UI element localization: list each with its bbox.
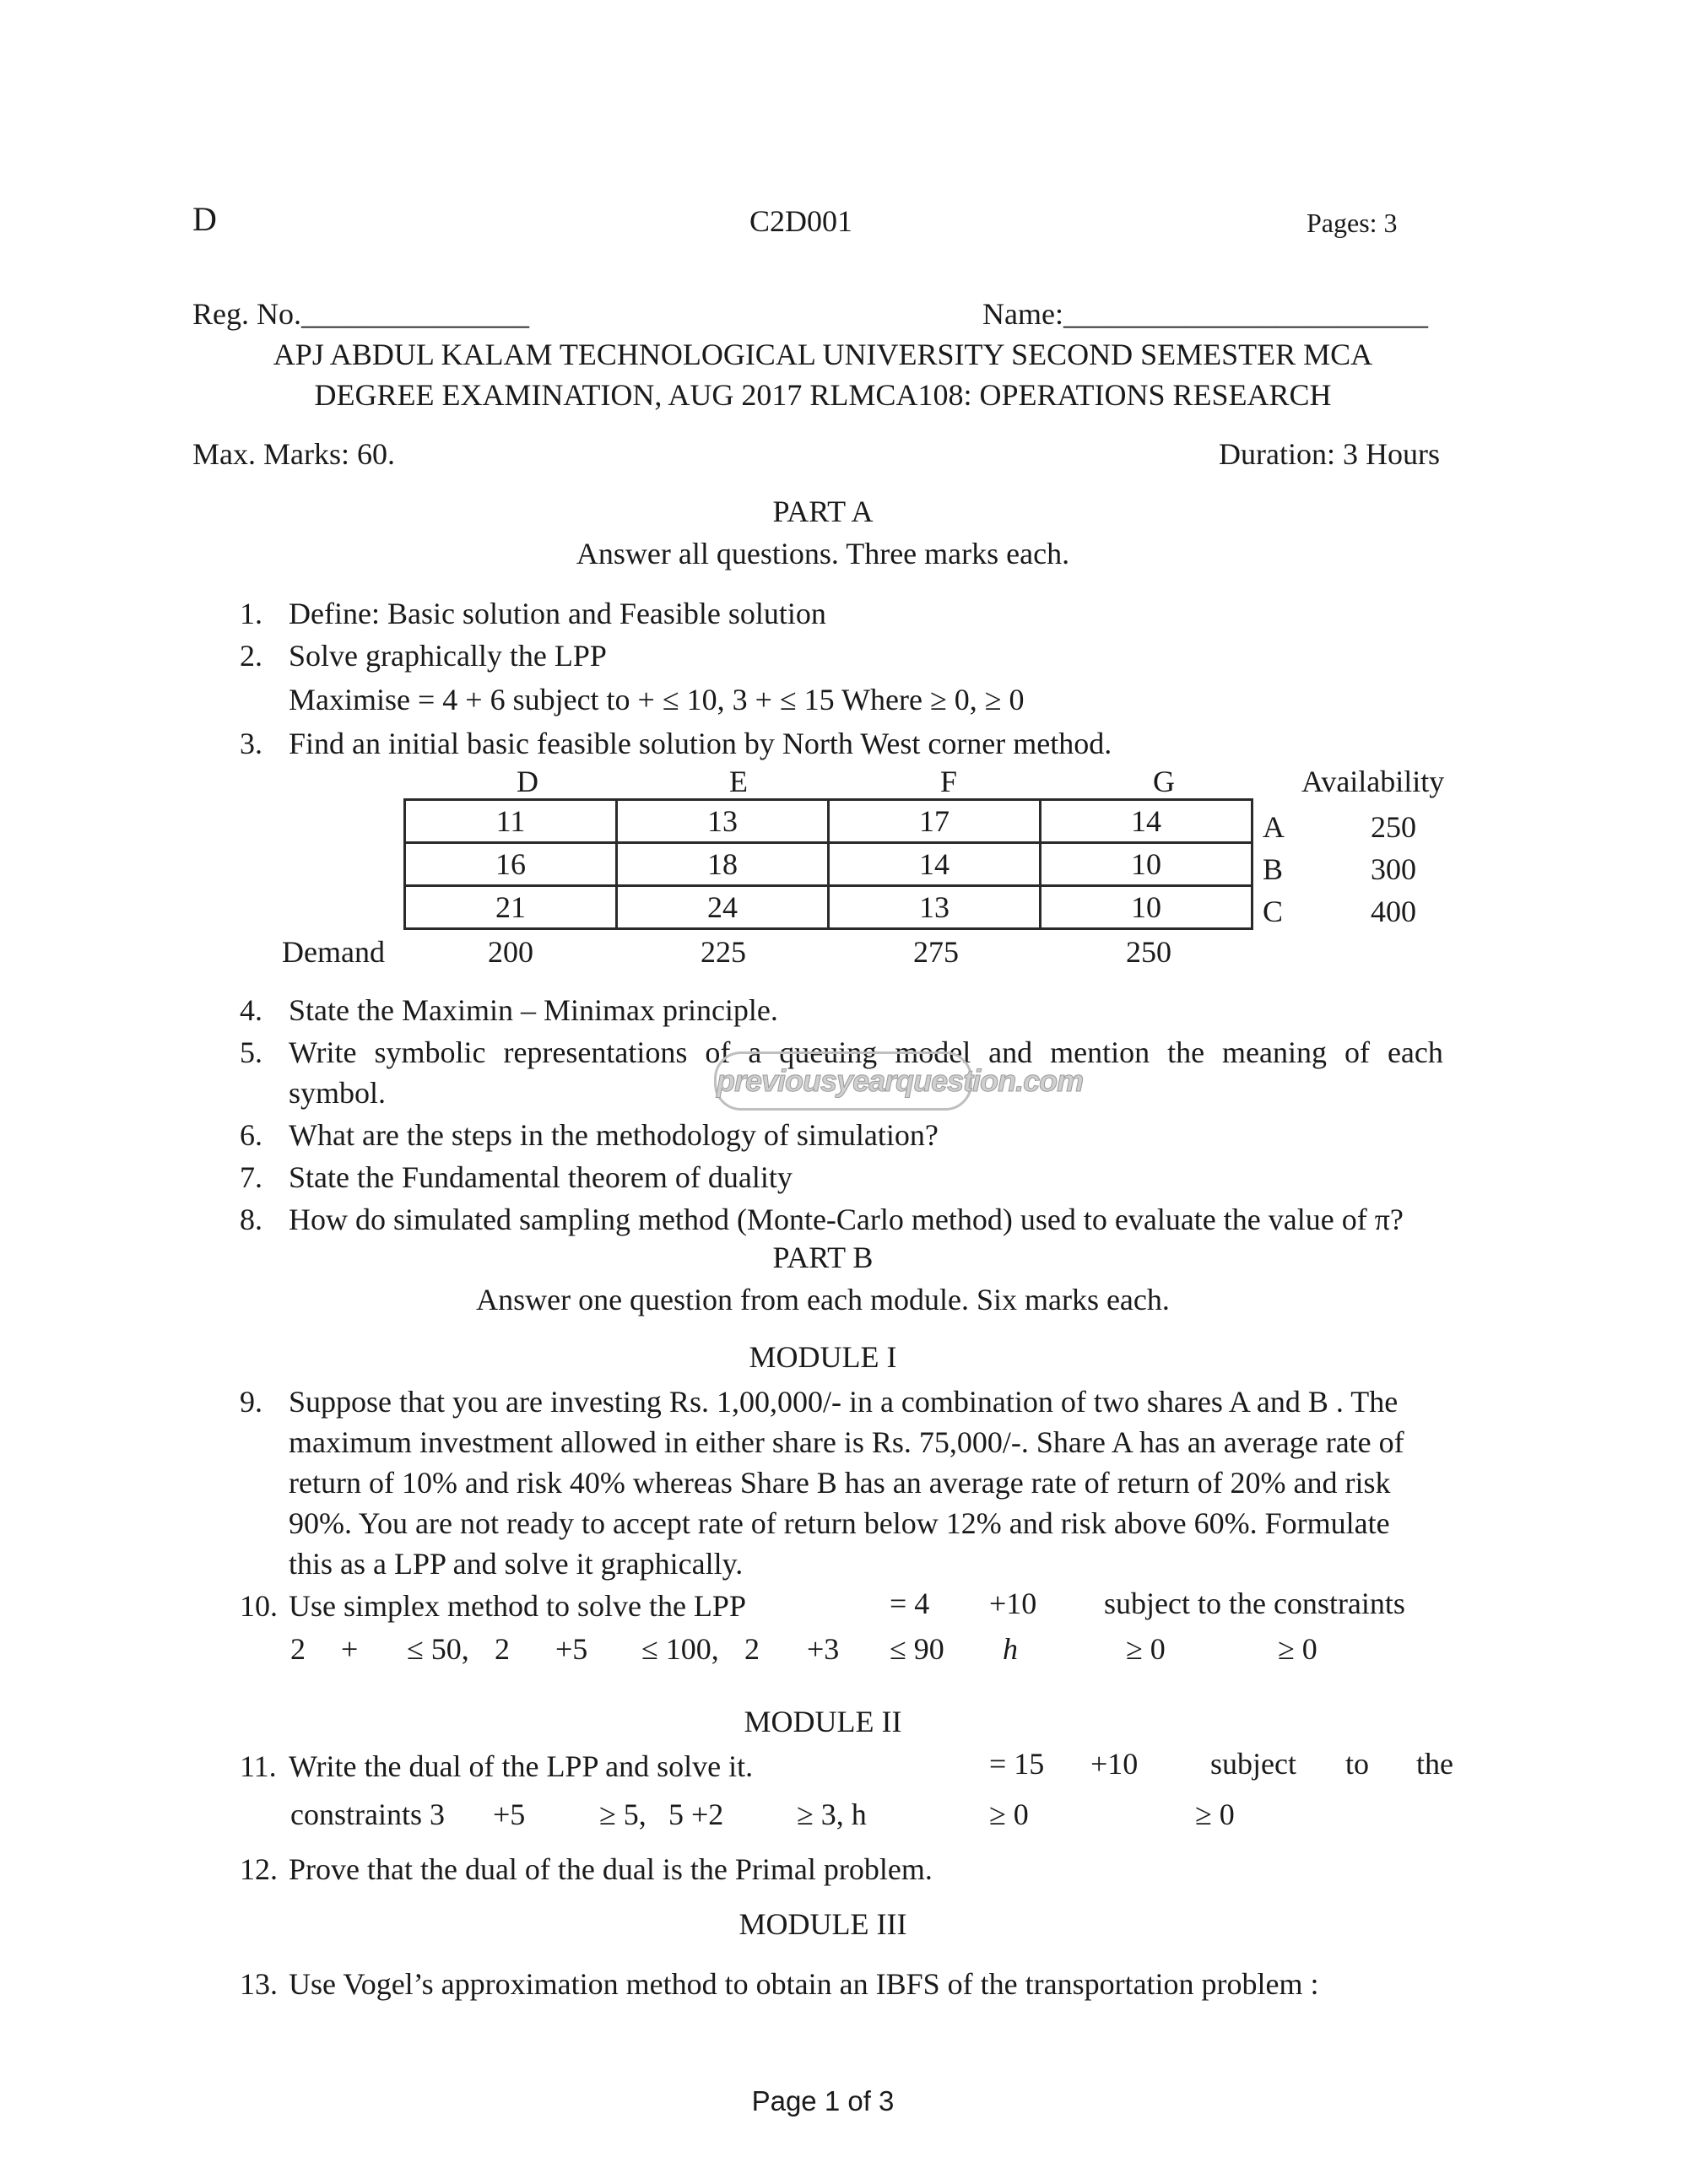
max-marks: Max. Marks: 60. bbox=[192, 437, 395, 471]
demand-g: 250 bbox=[1126, 935, 1171, 969]
paper-code: C2D001 bbox=[749, 204, 853, 238]
row-label-c: C bbox=[1263, 895, 1284, 928]
table-cell: 24 bbox=[617, 886, 829, 929]
question-number: 2. bbox=[240, 639, 262, 673]
q10-constraint: ≤ 90 bbox=[890, 1632, 944, 1666]
page-footer: Page 1 of 3 bbox=[751, 2085, 895, 2116]
table-cell: 21 bbox=[405, 886, 617, 929]
q11-tail: the bbox=[1416, 1747, 1453, 1781]
q10-constraint: ≤ 50, bbox=[407, 1632, 469, 1666]
q11-tail: to bbox=[1345, 1747, 1370, 1781]
part-b-heading: PART B bbox=[772, 1241, 874, 1274]
q11-constraint: 5 +2 bbox=[668, 1797, 724, 1831]
column-header-g: G bbox=[1153, 765, 1175, 798]
q10-constraint: +3 bbox=[807, 1632, 840, 1666]
question-9-line4: 90%. You are not ready to accept rate of return below 12% and risk above 60%. Formulate bbox=[289, 1506, 1390, 1540]
set-code: D bbox=[192, 200, 217, 238]
q10-constraint: 2 bbox=[495, 1632, 510, 1666]
table-cell: 13 bbox=[829, 886, 1041, 929]
question-number: 5. bbox=[240, 1035, 262, 1069]
q11-tail: subject bbox=[1210, 1747, 1296, 1781]
column-header-f: F bbox=[940, 765, 958, 798]
question-8: How do simulated sampling method (Monte-Carlo method) used to evaluate the value of π? bbox=[289, 1203, 1404, 1236]
column-header-e: E bbox=[729, 765, 748, 798]
availability-header: Availability bbox=[1301, 765, 1445, 798]
table-row bbox=[405, 843, 1252, 886]
q11-constraint: ≥ 3, h bbox=[797, 1797, 867, 1831]
table-row bbox=[405, 800, 1252, 843]
module-2-heading: MODULE II bbox=[744, 1705, 902, 1738]
table-cell: 14 bbox=[829, 843, 1041, 886]
question-number: 3. bbox=[240, 727, 262, 760]
question-number: 4. bbox=[240, 993, 262, 1027]
word: each bbox=[1387, 1035, 1443, 1069]
word: the bbox=[1167, 1035, 1205, 1069]
q10-objective-b: +10 bbox=[989, 1587, 1037, 1620]
q11-objective-a: = 15 bbox=[989, 1747, 1045, 1781]
question-number: 1. bbox=[240, 597, 262, 630]
word: queuing bbox=[779, 1035, 878, 1069]
question-number: 13. bbox=[240, 1967, 278, 2001]
availability-b: 300 bbox=[1371, 852, 1416, 886]
q11-constraint: ≥ 0 bbox=[989, 1797, 1029, 1831]
table-cell: 11 bbox=[405, 800, 617, 843]
question-2: Solve graphically the LPP bbox=[289, 639, 607, 673]
q10-constraint: 2 bbox=[290, 1632, 306, 1666]
q10-constraint: h bbox=[1003, 1632, 1018, 1666]
availability-c: 400 bbox=[1371, 895, 1416, 928]
module-1-heading: MODULE I bbox=[749, 1340, 897, 1374]
question-number: 10. bbox=[240, 1589, 278, 1623]
q11-constraint: constraints 3 bbox=[290, 1797, 445, 1831]
question-11: Write the dual of the LPP and solve it. bbox=[289, 1749, 754, 1783]
table-cell: 10 bbox=[1041, 886, 1252, 929]
column-header-d: D bbox=[517, 765, 538, 798]
demand-e: 225 bbox=[701, 935, 746, 969]
q10-constraint: 2 bbox=[744, 1632, 760, 1666]
question-1: Define: Basic solution and Feasible solution bbox=[289, 597, 826, 630]
duration: Duration: 3 Hours bbox=[1219, 437, 1440, 471]
q10-subject: subject to the constraints bbox=[1104, 1587, 1405, 1620]
watermark-logo: previousyearquestion.com bbox=[714, 1051, 972, 1111]
row-label-b: B bbox=[1263, 852, 1284, 886]
table-cell: 10 bbox=[1041, 843, 1252, 886]
exam-title-line1: APJ ABDUL KALAM TECHNOLOGICAL UNIVERSITY SECOND SEMESTER MCA bbox=[273, 338, 1373, 371]
question-10: Use simplex method to solve the LPP bbox=[289, 1589, 746, 1623]
question-4: State the Maximin – Minimax principle. bbox=[289, 993, 778, 1027]
availability-a: 250 bbox=[1371, 810, 1416, 844]
row-label-a: A bbox=[1263, 810, 1285, 844]
question-number: 6. bbox=[240, 1118, 262, 1152]
reg-no-field: Reg. No._______________ bbox=[192, 297, 529, 331]
demand-label: Demand bbox=[282, 935, 385, 969]
question-9-line5: this as a LPP and solve it graphically. bbox=[289, 1547, 744, 1581]
question-number: 12. bbox=[240, 1852, 278, 1886]
name-field: Name:________________________ bbox=[982, 297, 1428, 331]
question-3: Find an initial basic feasible solution by North West corner method. bbox=[289, 727, 1112, 760]
question-number: 7. bbox=[240, 1160, 262, 1194]
table-cell: 18 bbox=[617, 843, 829, 886]
demand-d: 200 bbox=[488, 935, 533, 969]
transportation-table bbox=[403, 798, 1253, 930]
page-count: Pages: 3 bbox=[1307, 208, 1398, 238]
table-cell: 17 bbox=[829, 800, 1041, 843]
word: a bbox=[748, 1035, 762, 1069]
q11-objective-b: +10 bbox=[1090, 1747, 1139, 1781]
table-row bbox=[405, 886, 1252, 929]
word: representations bbox=[503, 1035, 688, 1069]
word: symbolic bbox=[374, 1035, 486, 1069]
question-2-objective: Maximise = 4 + 6 subject to + ≤ 10, 3 + ≤ 15 Where ≥ 0, ≥ 0 bbox=[289, 683, 1025, 716]
question-13: Use Vogel’s approximation method to obtain an IBFS of the transportation problem : bbox=[289, 1967, 1319, 2001]
part-a-heading: PART A bbox=[772, 495, 874, 528]
word: of bbox=[705, 1035, 731, 1069]
table-cell: 16 bbox=[405, 843, 617, 886]
question-number: 11. bbox=[240, 1749, 277, 1783]
question-7: State the Fundamental theorem of duality bbox=[289, 1160, 793, 1194]
word: mention bbox=[1050, 1035, 1150, 1069]
q10-constraint: ≥ 0 bbox=[1126, 1632, 1166, 1666]
question-number: 8. bbox=[240, 1203, 262, 1236]
demand-f: 275 bbox=[913, 935, 959, 969]
question-12: Prove that the dual of the dual is the Primal problem. bbox=[289, 1852, 933, 1886]
q10-objective-a: = 4 bbox=[890, 1587, 930, 1620]
word: and bbox=[988, 1035, 1033, 1069]
table-cell: 14 bbox=[1041, 800, 1252, 843]
module-3-heading: MODULE III bbox=[738, 1907, 907, 1941]
q11-constraint: ≥ 5, bbox=[599, 1797, 647, 1831]
exam-title-line2: DEGREE EXAMINATION, AUG 2017 RLMCA108: OPERATIONS RESEARCH bbox=[314, 378, 1332, 412]
question-5-line2: symbol. bbox=[289, 1076, 387, 1110]
q10-constraint: ≥ 0 bbox=[1278, 1632, 1317, 1666]
q10-constraint: + bbox=[341, 1632, 359, 1666]
question-9-line1: Suppose that you are investing Rs. 1,00,000/- in a combination of two shares A and B . The bbox=[289, 1385, 1399, 1419]
word: of bbox=[1344, 1035, 1370, 1069]
part-b-instruction: Answer one question from each module. Six marks each. bbox=[476, 1283, 1170, 1316]
question-number: 9. bbox=[240, 1385, 262, 1419]
word: meaning bbox=[1222, 1035, 1327, 1069]
part-a-instruction: Answer all questions. Three marks each. bbox=[576, 537, 1070, 570]
table-cell: 13 bbox=[617, 800, 829, 843]
q11-constraint: +5 bbox=[493, 1797, 526, 1831]
word: Write bbox=[289, 1035, 357, 1069]
word: model bbox=[895, 1035, 971, 1069]
q10-constraint: ≤ 100, bbox=[641, 1632, 719, 1666]
question-9-line2: maximum investment allowed in either share is Rs. 75,000/-. Share A has an average rate of bbox=[289, 1425, 1404, 1459]
question-9-line3: return of 10% and risk 40% whereas Share B has an average rate of return of 20% and risk bbox=[289, 1466, 1391, 1500]
q11-constraint: ≥ 0 bbox=[1195, 1797, 1235, 1831]
q10-constraint: +5 bbox=[555, 1632, 588, 1666]
question-6: What are the steps in the methodology of simulation? bbox=[289, 1118, 939, 1152]
